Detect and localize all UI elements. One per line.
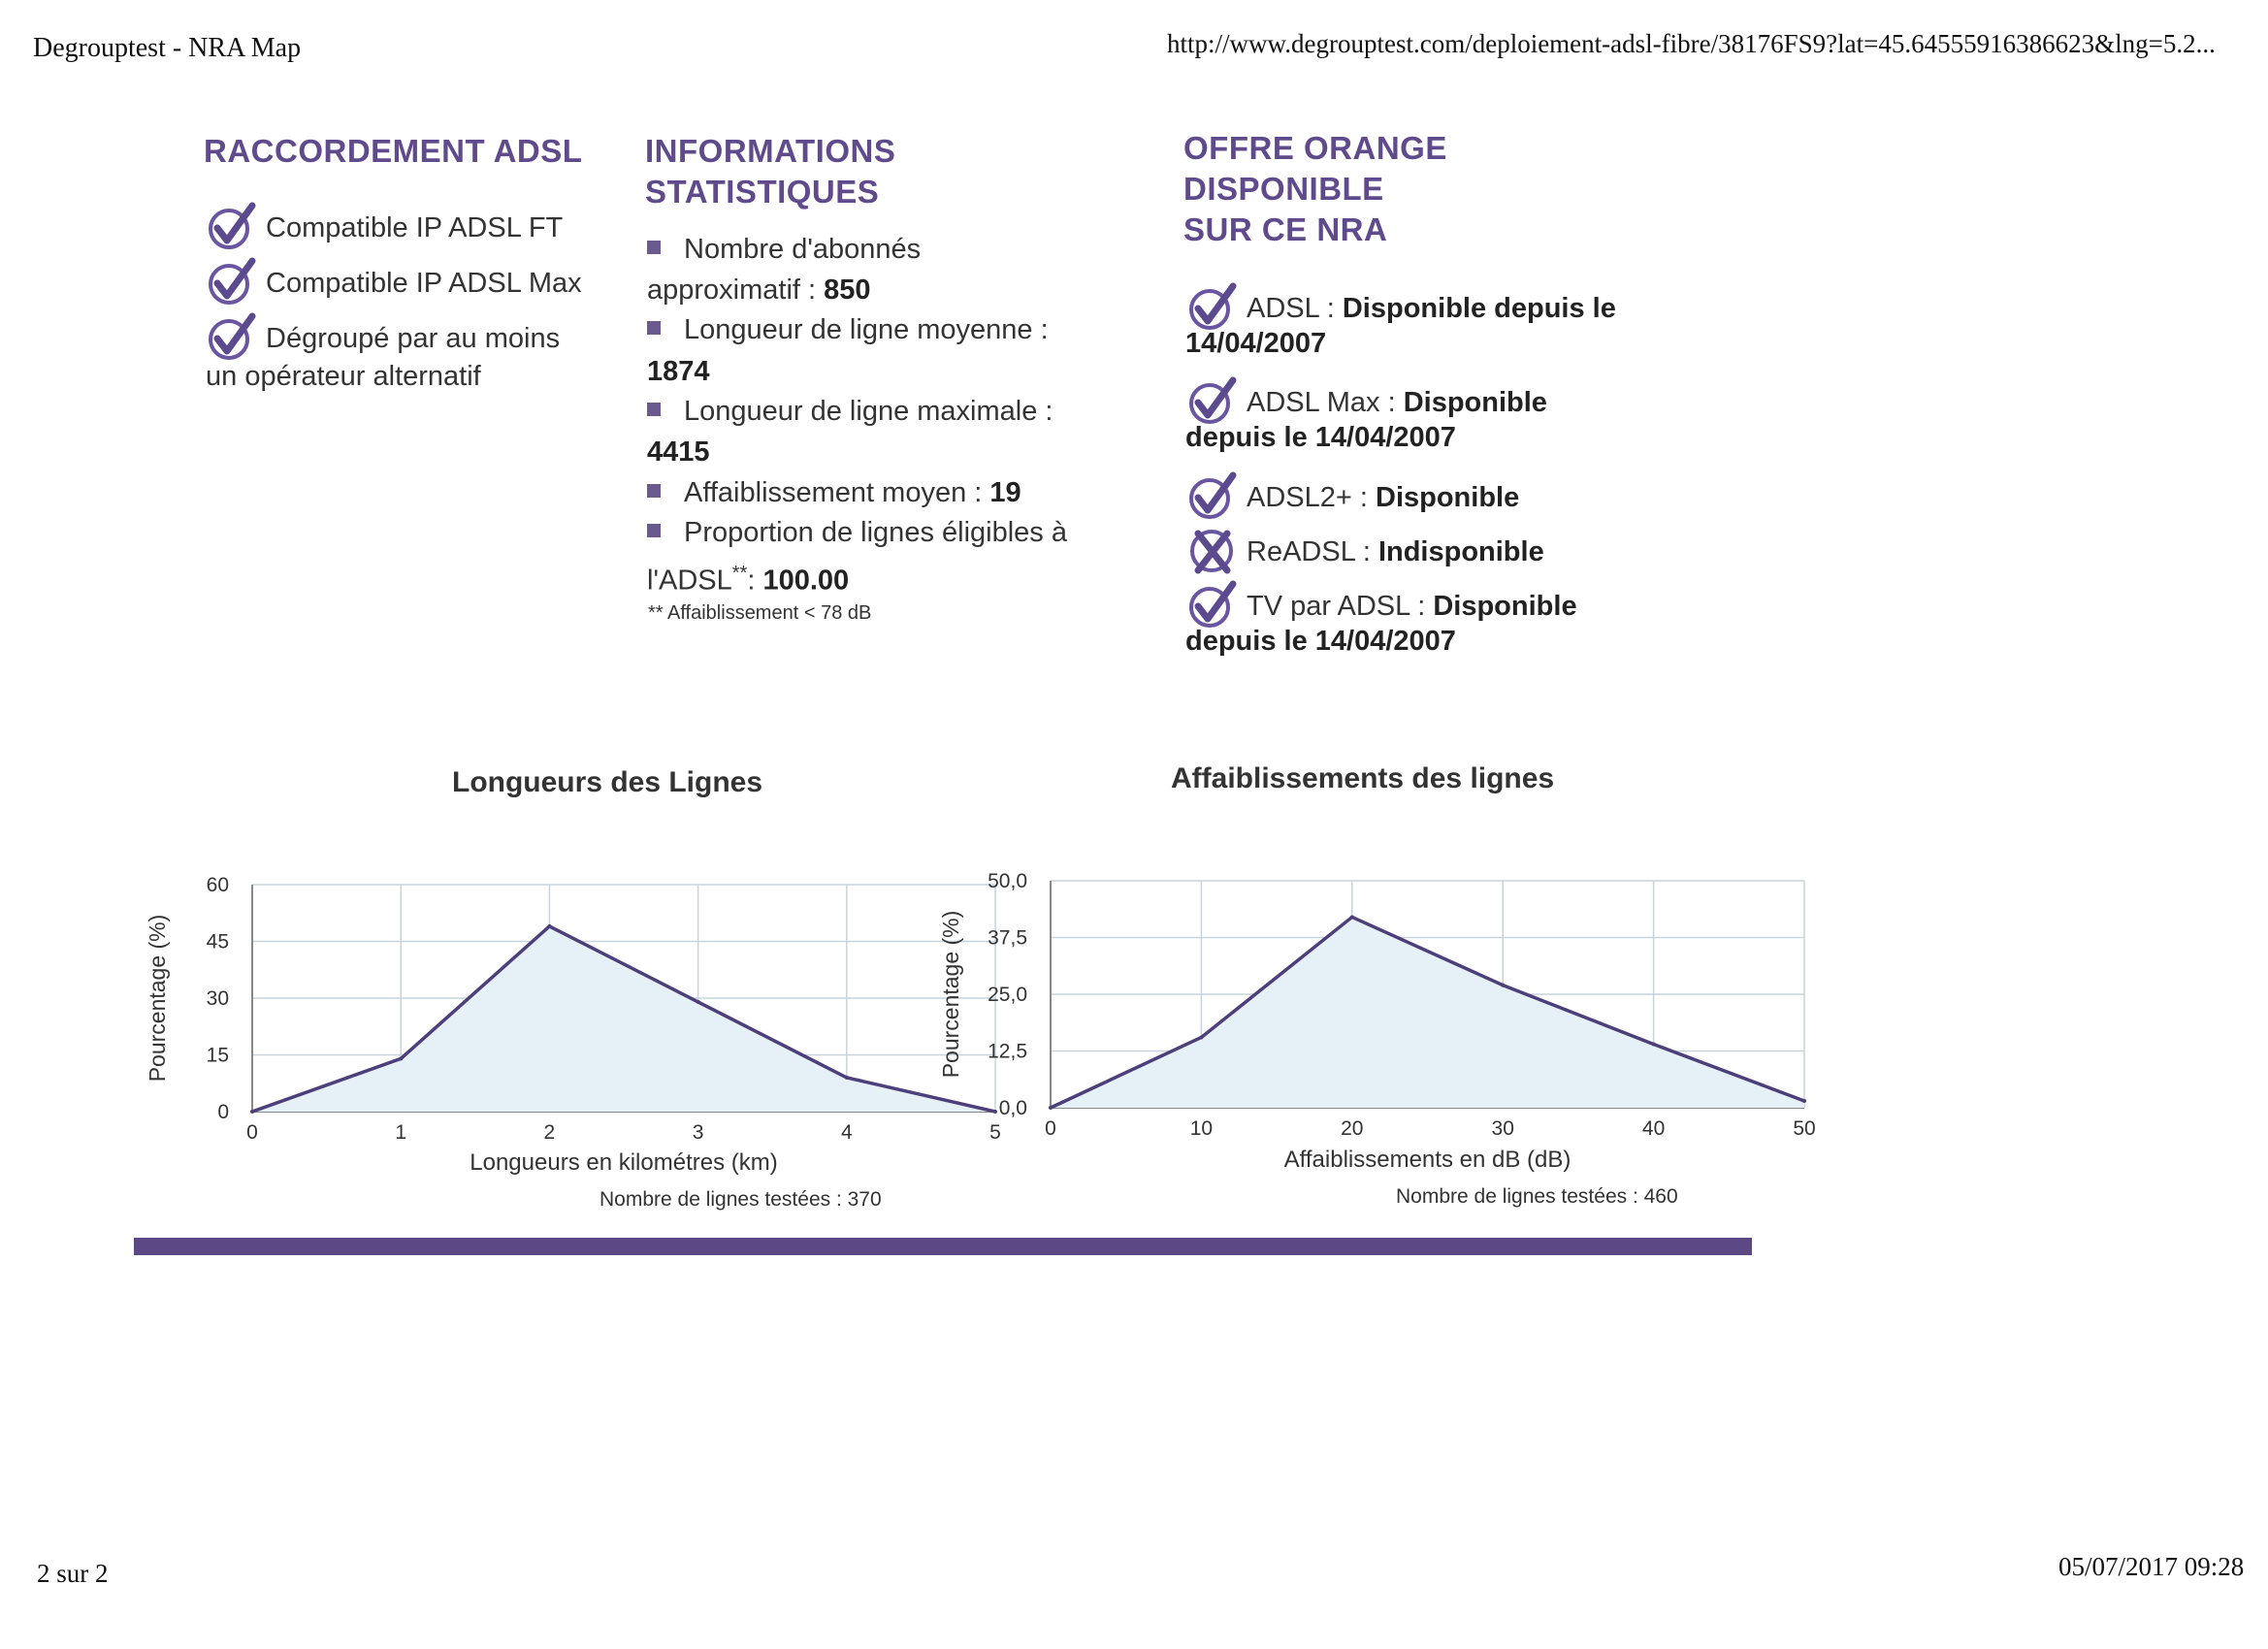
x-tick-label: 5 (989, 1121, 1001, 1144)
stat-avg-length: Longueur de ligne moyenne : (647, 309, 1049, 350)
offre-item-adsl-max-date: depuis le 14/04/2007 (1185, 422, 1456, 453)
offre-heading-line1: OFFRE ORANGE (1183, 130, 1447, 166)
x-tick-label: 30 (1491, 1117, 1514, 1140)
stat-eligible: Proportion de lignes éligibles à (647, 512, 1067, 553)
y-tick-label: 25,0 (988, 984, 1027, 1006)
x-tick-label: 50 (1793, 1117, 1816, 1140)
offre-item-readsl: ReADSL : Indisponible (1188, 526, 1544, 574)
series-area (1051, 917, 1804, 1108)
x-tick-label: 2 (543, 1121, 556, 1144)
data-point (1652, 1042, 1656, 1046)
raccordement-heading: RACCORDEMENT ADSL (204, 133, 583, 169)
print-header-url[interactable]: http://www.degrouptest.com/deploiement-adsl-fibre/38176FS9?lat=45.64555916386623&lng=5.2... (1167, 29, 2216, 58)
offre-item-tv-date: depuis le 14/04/2007 (1185, 626, 1456, 657)
print-header-title: Degrouptest - NRA Map (33, 33, 302, 63)
offre-heading-line3: SUR CE NRA (1183, 211, 1388, 247)
stats-heading-line2: STATISTIQUES (645, 174, 880, 210)
x-tick-label: 1 (395, 1121, 407, 1144)
data-point (1802, 1099, 1806, 1103)
data-point (1350, 915, 1354, 919)
data-point (1199, 1035, 1203, 1039)
x-tick-label: 10 (1189, 1117, 1214, 1140)
divider-bar (134, 1238, 1752, 1255)
data-point (250, 1110, 254, 1114)
x-tick-label: 0 (1045, 1117, 1056, 1140)
stat-eligible-cont: l'ADSL**: 100.00 (647, 563, 850, 597)
stat-avg-length-value: 1874 (647, 356, 710, 387)
stat-max-length-value: 4415 (647, 436, 710, 468)
y-tick-label: 0,0 (998, 1097, 1027, 1119)
raccordement-item-label-cont: un opérateur alternatif (206, 361, 481, 392)
stat-avg-attenuation: Affaiblissement moyen : 19 (647, 472, 1021, 513)
page-number: 2 sur 2 (37, 1559, 109, 1588)
chart1-note: Nombre de lignes testées : 370 (599, 1188, 882, 1211)
offre-item-adsl-max: ADSL Max : Disponible (1188, 376, 1547, 425)
stat-max-length: Longueur de ligne maximale : (647, 391, 1053, 432)
data-point (845, 1076, 849, 1080)
offre-item-tv: TV par ADSL : Disponible (1188, 580, 1577, 629)
offre-item-adsl: ADSL : Disponible depuis le (1188, 282, 1616, 331)
data-point (697, 1000, 700, 1004)
raccordement-item-label: Compatible IP ADSL FT (266, 212, 564, 243)
chart2-note: Nombre de lignes testées : 460 (1396, 1185, 1678, 1208)
y-tick-label: 12,5 (988, 1040, 1027, 1063)
y-tick-label: 37,5 (988, 926, 1027, 950)
data-point (993, 1110, 997, 1114)
y-tick-label: 0 (217, 1101, 229, 1123)
y-axis-label: Pourcentage (%) (145, 914, 170, 1083)
x-tick-label: 0 (246, 1121, 258, 1144)
y-axis-label: Pourcentage (%) (938, 910, 963, 1079)
x-tick-label: 20 (1341, 1117, 1364, 1140)
x-axis-label: Longueurs en kilométres (km) (470, 1149, 778, 1176)
stat-subscribers: Nombre d'abonnés (647, 229, 921, 270)
offre-item-adsl2plus: ADSL2+ : Disponible (1188, 471, 1519, 520)
data-point (547, 924, 551, 928)
x-tick-label: 40 (1641, 1117, 1666, 1140)
stats-footnote: ** Affaiblissement < 78 dB (648, 602, 872, 624)
y-tick-label: 50,0 (988, 870, 1027, 892)
data-point (399, 1056, 403, 1060)
data-point (1049, 1106, 1053, 1110)
y-tick-label: 45 (206, 930, 229, 954)
raccordement-item-label: Dégroupé par au moins (266, 323, 561, 354)
series-area (252, 926, 995, 1112)
stat-subscribers-cont: approximatif : 850 (647, 275, 871, 306)
stat-value: 850 (824, 275, 871, 306)
y-tick-label: 60 (206, 874, 229, 896)
offre-item-adsl-date: 14/04/2007 (1185, 328, 1327, 359)
offre-heading-line2: DISPONIBLE (1183, 171, 1384, 207)
x-tick-label: 4 (840, 1121, 853, 1144)
print-datetime: 05/07/2017 09:28 (2058, 1552, 2245, 1581)
y-tick-label: 30 (206, 987, 229, 1010)
stats-heading-line1: INFORMATIONS (645, 133, 896, 169)
data-point (1501, 984, 1505, 987)
chart2-title: Affaiblissements des lignes (1171, 762, 1555, 794)
x-axis-label: Affaiblissements en dB (dB) (1283, 1147, 1571, 1173)
x-tick-label: 3 (692, 1121, 704, 1144)
chart1-title: Longueurs des Lignes (452, 766, 763, 798)
raccordement-item-label: Compatible IP ADSL Max (266, 268, 582, 299)
y-tick-label: 15 (206, 1044, 229, 1067)
